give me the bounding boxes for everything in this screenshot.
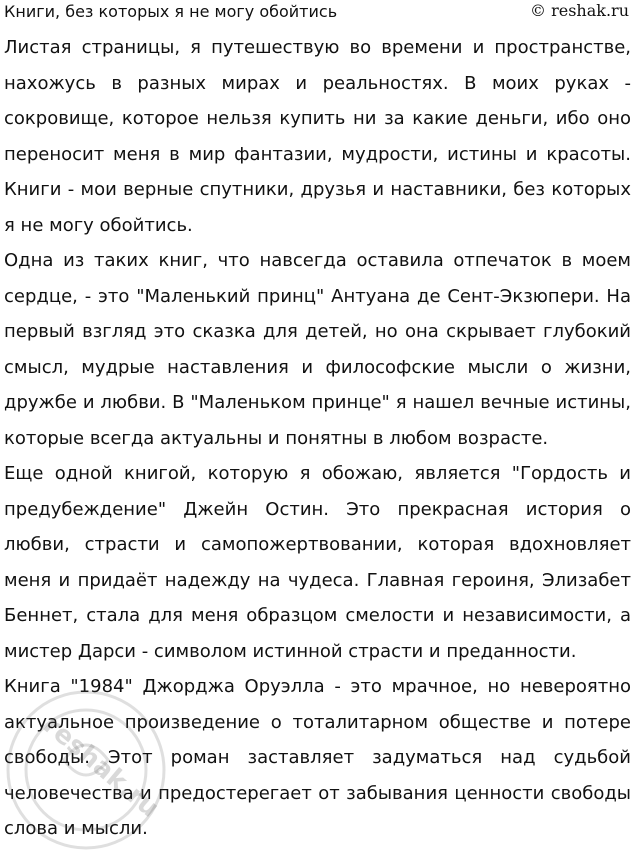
paragraph-3: Еще одной книгой, которую я обожаю, является "Гордость и предубеждение" Джейн Остин. Это прекрасная история о любви, страсти и самопожертвовании, которая вдохновляет меня и придаёт надежду на чудеса. Главная героиня, Элизабет Беннет, стала для меня образцом смелости и независимости, а мистер Дарси - символом истинной страсти и преданности.: [4, 463, 631, 662]
essay-body: [4, 30, 631, 847]
paragraph-4: Книга "1984" Джорджа Оруэлла - это мрачное, но невероятно актуальное произведение о тоталитарном обществе и потере свободы. Этот роман заставляет задуматься над судьбой человечества и предостерегает от забывания ценности свободы слова и мысли.: [4, 676, 631, 839]
page-header: [4, 0, 631, 26]
watermark-text: reshak.ru: [37, 710, 165, 824]
paragraph-2: Одна из таких книг, что навсегда оставила отпечаток в моем сердце, - это "Маленький принц" Антуана де Сент-Экзюпери. На первый взгляд это сказка для детей, но она скрывает глубокий смысл, мудрые наставления и философские мысли о жизни, дружбе и любви. В "Маленьком принце" я нашел вечные истины, которые всегда актуальны и понятны в любом возрасте.: [4, 250, 631, 449]
document-title: Книги, без которых я не могу обойтись: [4, 2, 338, 21]
site-credit: © reshak.ru: [530, 1, 629, 20]
paragraph-1: Листая страницы, я путешествую во времени и пространстве, нахожусь в разных мирах и реальностях. В моих руках - сокровище, которое нельзя купить ни за какие деньги, ибо оно переносит меня в мир фантазии, мудрости, истины и красоты. Книги - мои верные спутники, друзья и наставники, без которых я не могу обойтись.: [4, 37, 631, 236]
